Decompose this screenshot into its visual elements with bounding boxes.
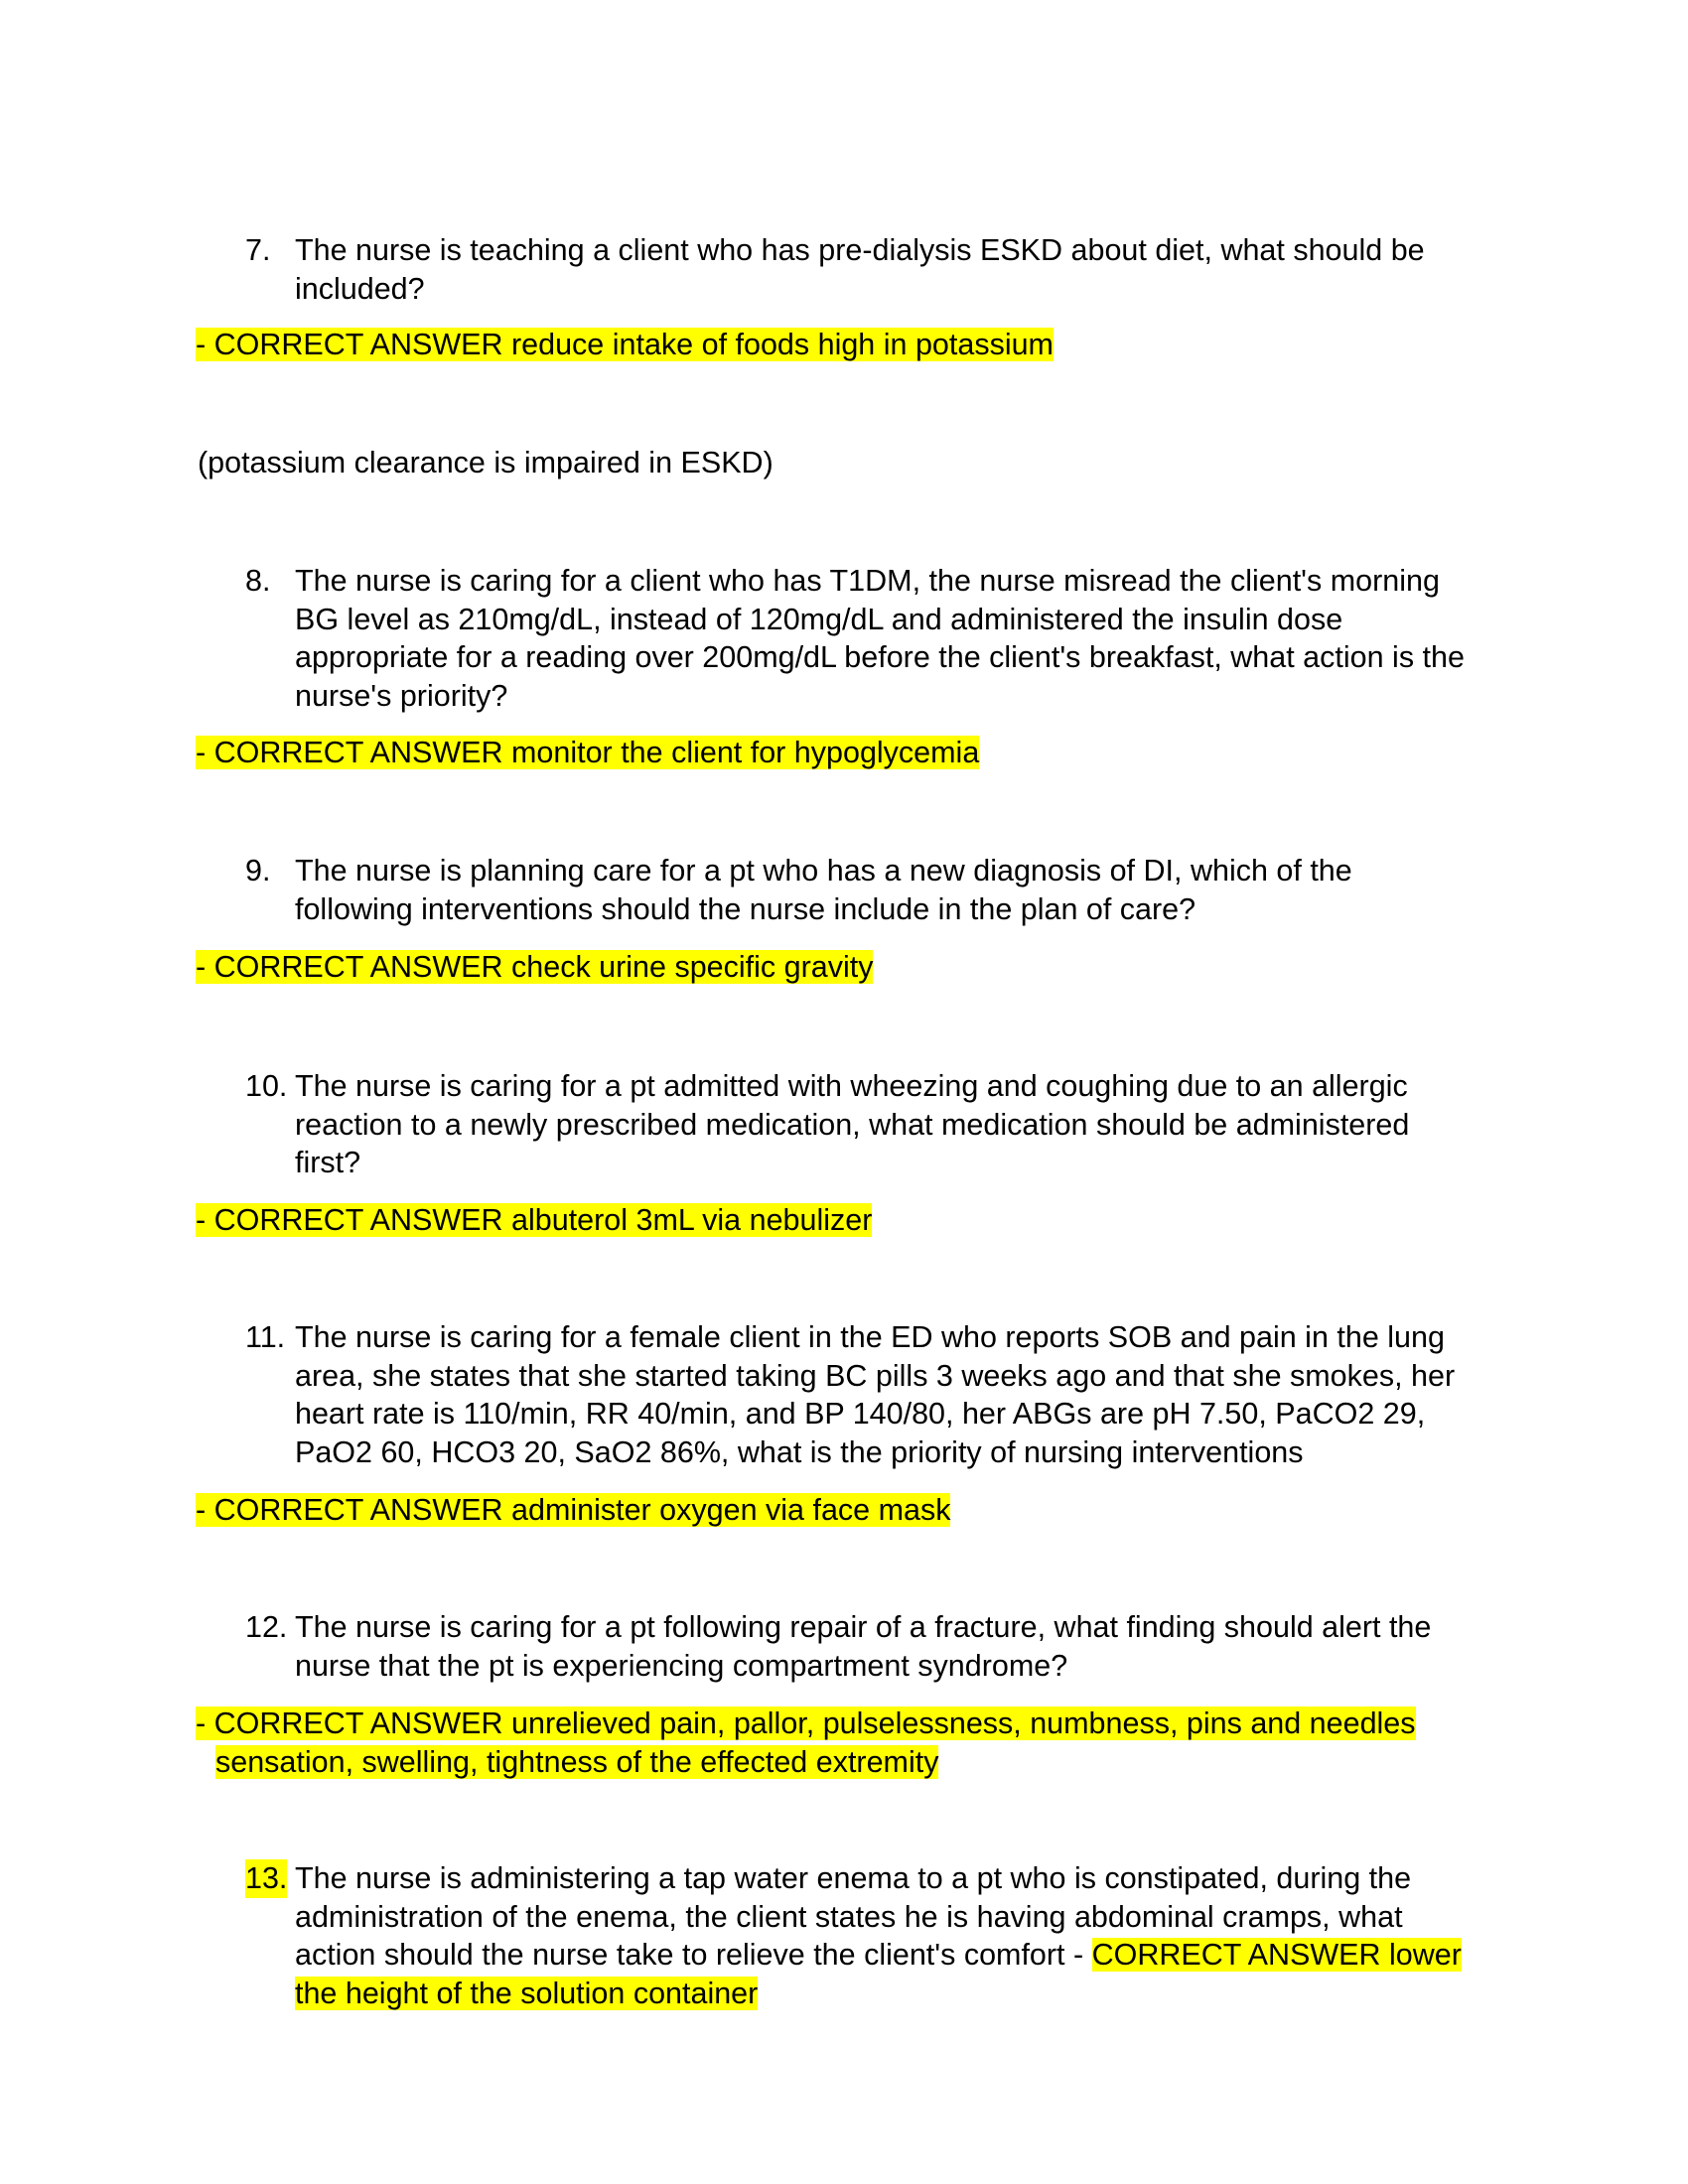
question-line: The nurse is caring for a client who has T1DM, the nurse misread the client's morning [295,564,1440,598]
answer-highlight: - CORRECT ANSWER monitor the client for hypoglycemia [196,736,980,769]
question-number: 7. [245,233,271,267]
question-line: nurse's priority? [295,678,508,713]
question-line: The nurse is caring for a pt following repair of a fracture, what finding should alert the [295,1610,1432,1644]
question-number: 9. [245,854,271,887]
question-line: action should the nurse take to relieve the client's comfort - [295,1938,1092,1972]
question-line: nurse that the pt is experiencing compartment syndrome? [295,1648,1068,1683]
question-line: The nurse is planning care for a pt who has a new diagnosis of DI, which of the [295,854,1352,887]
answer-highlight: - CORRECT ANSWER administer oxygen via face mask [196,1493,951,1527]
question-line: included? [295,271,425,306]
answer-11 [196,1491,950,1530]
inline-answer-highlight: CORRECT ANSWER lower [1091,1938,1462,1972]
question-line: heart rate is 110/min, RR 40/min, and BP 140/80, her ABGs are pH 7.50, PaCO2 29, [295,1397,1426,1431]
question-text [295,852,1506,928]
question-line: area, she states that she started taking BC pills 3 weeks ago and that she smokes, her [295,1358,1456,1393]
question-line: reaction to a newly prescribed medication, what medication should be administered [295,1107,1410,1142]
note-text: (potassium clearance is impaired in ESKD) [198,446,774,479]
note-7 [198,444,774,482]
question-text [295,1608,1506,1685]
question-line: The nurse is caring for a pt admitted with wheezing and coughing due to an allergic [295,1069,1408,1103]
question-number: 11. [245,1320,286,1354]
question-number: 12. [245,1610,288,1644]
question-line: The nurse is caring for a female client in the ED who reports SOB and pain in the lung [295,1320,1445,1354]
answer-highlight: - CORRECT ANSWER check urine specific gravity [196,950,874,984]
answer-highlight: - CORRECT ANSWER unrelieved pain, pallor, pulselessness, numbness, pins and needles [196,1706,1416,1740]
question-line: The nurse is administering a tap water enema to a pt who is constipated, during the [295,1861,1412,1895]
answer-10 [196,1201,872,1240]
question-text [295,1859,1506,2012]
question-line: appropriate for a reading over 200mg/dL before the client's breakfast, what action is the [295,640,1465,674]
answer-7 [196,326,1054,364]
question-line: PaO2 60, HCO3 20, SaO2 86%, what is the priority of nursing interventions [295,1434,1304,1469]
question-text [295,562,1506,715]
question-line: The nurse is teaching a client who has pre-dialysis ESKD about diet, what should be [295,233,1425,267]
question-number: 8. [245,564,271,598]
question-text [295,231,1506,308]
question-text [295,1067,1506,1182]
question-line: administration of the enema, the client states he is having abdominal cramps, what [295,1899,1403,1934]
question-number: 13. [245,1859,287,1898]
answer-highlight: sensation, swelling, tightness of the effected extremity [215,1744,939,1779]
question-number: 10. [245,1069,288,1103]
answer-12 [196,1705,1416,1781]
question-line: first? [295,1146,361,1179]
answer-highlight: - CORRECT ANSWER albuterol 3mL via nebulizer [196,1203,873,1237]
answer-highlight: - CORRECT ANSWER reduce intake of foods high in potassium [196,328,1054,361]
inline-answer-highlight: the height of the solution container [295,1976,759,2010]
answer-9 [196,948,873,987]
question-line: BG level as 210mg/dL, instead of 120mg/dL and administered the insulin dose [295,602,1343,636]
question-line: following interventions should the nurse include in the plan of care? [295,891,1196,926]
answer-8 [196,734,979,772]
question-text [295,1318,1506,1471]
